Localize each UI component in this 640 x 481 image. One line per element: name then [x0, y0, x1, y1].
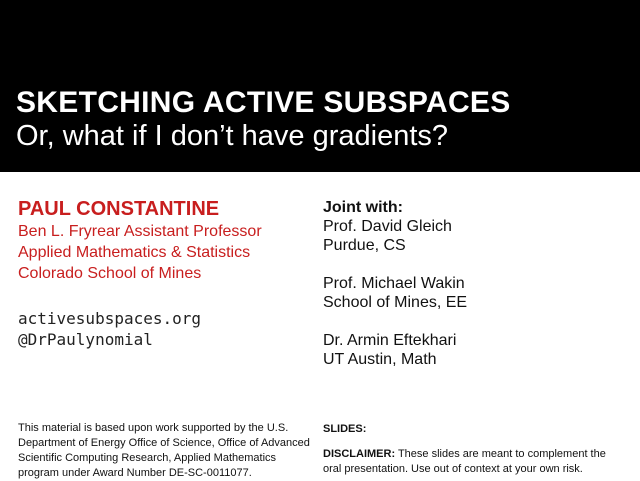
collaborator-2-affiliation: School of Mines, EE [323, 294, 468, 311]
website-link[interactable]: activesubspaces.org [18, 309, 202, 328]
collaborator-3-affiliation: UT Austin, Math [323, 351, 437, 368]
slide-subtitle: Or, what if I don’t have gradients? [16, 120, 449, 152]
author-institution: Colorado School of Mines [18, 265, 202, 282]
collaborator-3-name: Dr. Armin Eftekhari [323, 332, 457, 349]
author-name: PAUL CONSTANTINE [18, 198, 220, 220]
collaborator-1-affiliation: Purdue, CS [323, 237, 406, 254]
author-title: Ben L. Fryrear Assistant Professor [18, 223, 262, 240]
social-handle[interactable]: @DrPaulynomial [18, 330, 153, 349]
disclaimer [323, 447, 623, 477]
disclaimer-label: DISCLAIMER: [323, 448, 396, 460]
author-department: Applied Mathematics & Statistics [18, 244, 251, 261]
collaborator-1-name: Prof. David Gleich [323, 218, 452, 235]
disclaimer-text: These slides are meant to complement the oral presentation. Use out of context at your own risk. [323, 448, 606, 475]
title-banner [0, 0, 640, 172]
collaborator-2-name: Prof. Michael Wakin [323, 275, 465, 292]
collaborators-heading: Joint with: [323, 199, 403, 216]
slides-heading: SLIDES: [323, 423, 367, 435]
funding-acknowledgment: This material is based upon work supported by the U.S. Department of Energy Office of Science, Office of Advanced Scientific Computing Research, Applied Mathematics program under Award Number DE-SC-0011077. [18, 422, 310, 479]
slide-title: SKETCHING ACTIVE SUBSPACES [16, 86, 511, 119]
